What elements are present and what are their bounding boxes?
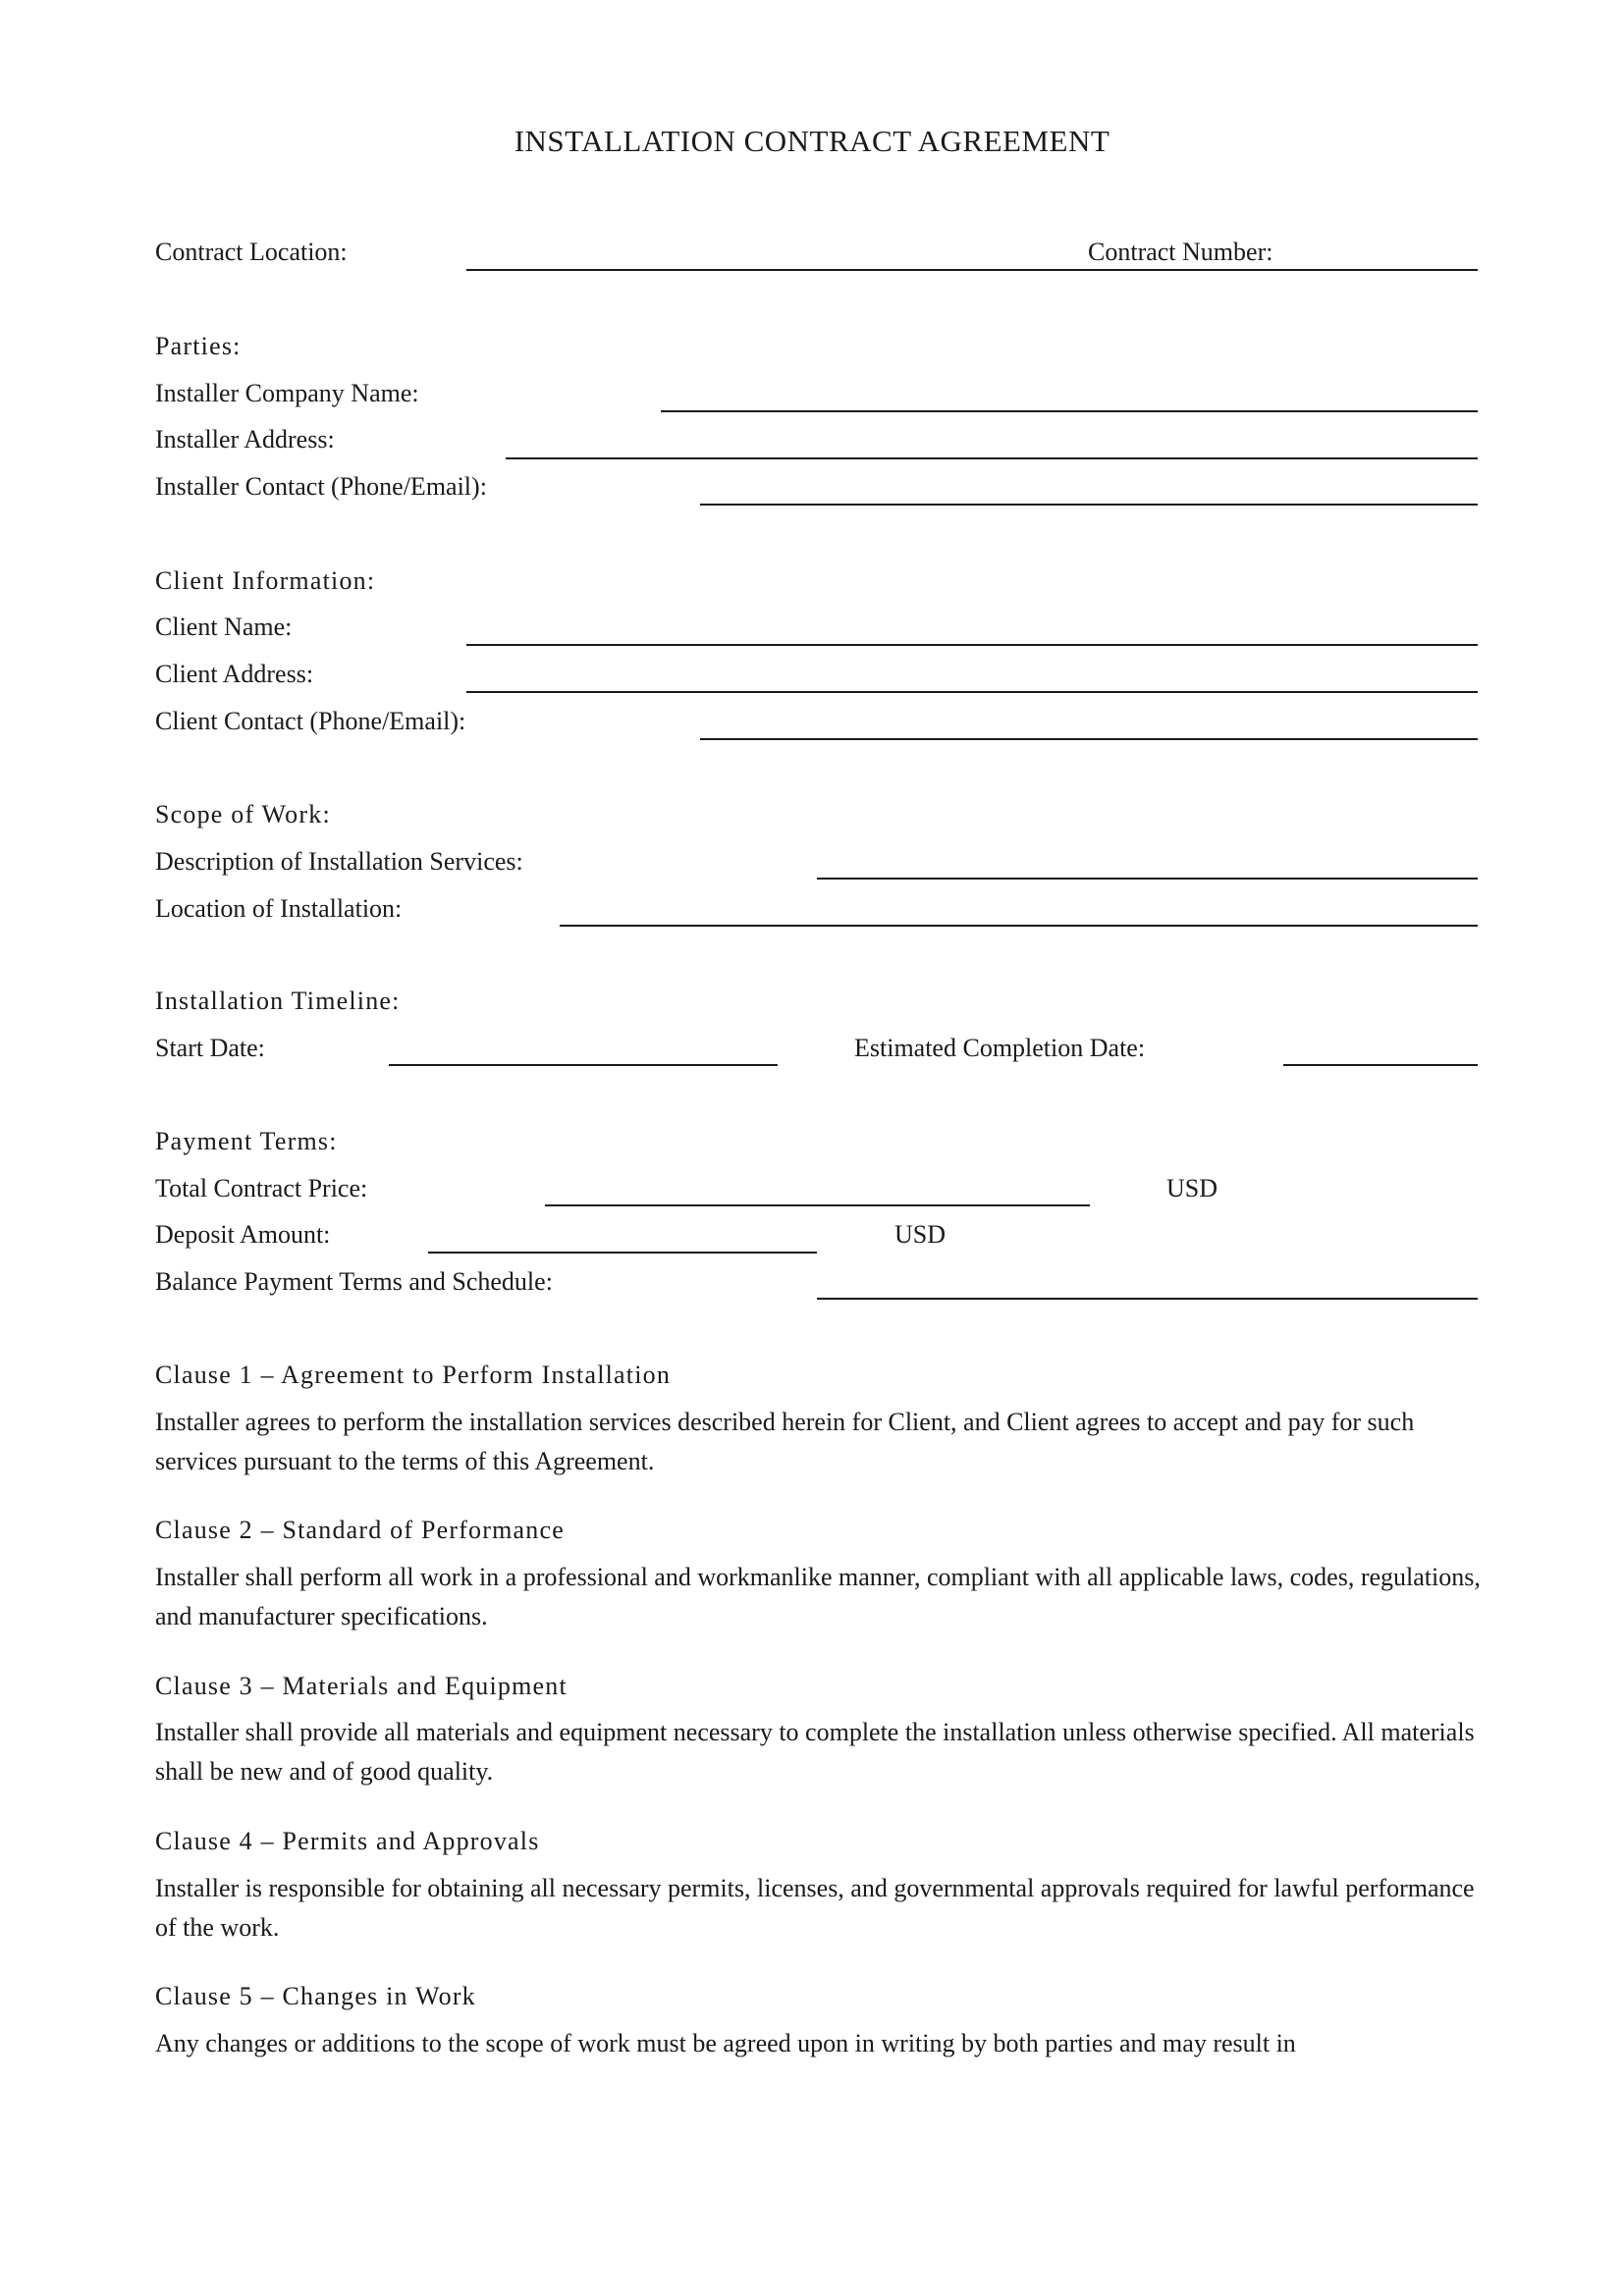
balance-terms-field[interactable]: [817, 1298, 1478, 1300]
contract-location-field[interactable]: [466, 269, 1478, 271]
scope-heading: Scope of Work:: [155, 800, 331, 828]
clause-title: Clause 3 – Materials and Equipment: [155, 1672, 568, 1700]
installation-location-label: Location of Installation:: [155, 894, 403, 923]
client-info-heading: Client Information:: [155, 566, 376, 595]
deposit-currency: USD: [894, 1220, 947, 1249]
installer-company-name-field[interactable]: [661, 410, 1478, 412]
start-date-field[interactable]: [389, 1064, 778, 1066]
client-contact-label: Client Contact (Phone/Email):: [155, 707, 466, 735]
installer-address-label: Installer Address:: [155, 425, 335, 454]
parties-heading: Parties:: [155, 332, 242, 360]
clause-body: Installer agrees to perform the installation services described herein for Client, and Client agrees to accept and pay for such services pursuant to the terms of this Agreement.: [155, 1408, 1415, 1475]
client-name-field[interactable]: [466, 644, 1478, 646]
installation-description-label: Description of Installation Services:: [155, 847, 523, 876]
start-date-label: Start Date:: [155, 1034, 265, 1062]
balance-terms-label: Balance Payment Terms and Schedule:: [155, 1267, 553, 1296]
completion-date-field[interactable]: [1283, 1064, 1478, 1066]
client-name-label: Client Name:: [155, 613, 293, 641]
installer-address-field[interactable]: [506, 457, 1478, 459]
clause-body: Installer is responsible for obtaining all necessary permits, licenses, and governmental approvals required for lawful performance of the work.: [155, 1874, 1475, 1942]
installer-company-name-label: Installer Company Name:: [155, 379, 419, 407]
deposit-label: Deposit Amount:: [155, 1220, 331, 1249]
total-price-currency: USD: [1166, 1174, 1218, 1202]
deposit-field[interactable]: [428, 1252, 817, 1254]
payment-heading: Payment Terms:: [155, 1127, 338, 1155]
installation-location-field[interactable]: [560, 925, 1478, 927]
client-contact-field[interactable]: [700, 738, 1478, 740]
timeline-heading: Installation Timeline:: [155, 987, 401, 1015]
contract-location-label: Contract Location:: [155, 238, 348, 266]
installation-description-field[interactable]: [817, 878, 1478, 880]
clause-title: Clause 1 – Agreement to Perform Installation: [155, 1361, 672, 1389]
total-price-label: Total Contract Price:: [155, 1174, 368, 1202]
completion-date-label: Estimated Completion Date:: [854, 1034, 1146, 1062]
clause-title: Clause 5 – Changes in Work: [155, 1982, 476, 2010]
client-address-label: Client Address:: [155, 660, 314, 688]
installer-contact-label: Installer Contact (Phone/Email):: [155, 472, 487, 501]
clause-title: Clause 4 – Permits and Approvals: [155, 1827, 540, 1855]
client-address-field[interactable]: [466, 691, 1478, 693]
clause-body: Any changes or additions to the scope of work must be agreed upon in writing by both parties and may result in: [155, 2029, 1296, 2057]
total-price-field[interactable]: [545, 1204, 1090, 1206]
clause-title: Clause 2 – Standard of Performance: [155, 1516, 565, 1544]
contract-number-label: Contract Number:: [1088, 238, 1273, 266]
installer-contact-field[interactable]: [700, 504, 1478, 506]
clause-body: Installer shall perform all work in a professional and workmanlike manner, compliant with all applicable laws, codes, regulations, and manufacturer specifications.: [155, 1563, 1481, 1630]
page-title: INSTALLATION CONTRACT AGREEMENT: [514, 124, 1110, 158]
clause-body: Installer shall provide all materials and equipment necessary to complete the installation unless otherwise specified. All materials shall be new and of good quality.: [155, 1718, 1475, 1786]
